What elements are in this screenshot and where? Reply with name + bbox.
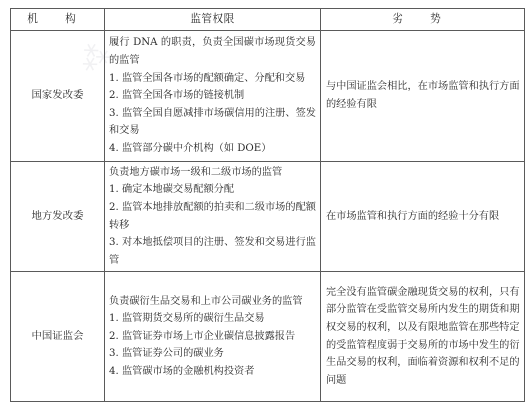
authority-item: 3. 对本地抵偿项目的注册、签发和交易进行监管 [109,237,316,266]
disadvantage-cell: 在市场监管和执行方面的经验十分有限 [321,162,525,272]
header-organization: 机 构 [11,9,105,31]
disadvantage-cell: 与中国证监会相比，在市场监管和执行方面的经验有限 [321,31,525,162]
organization-cell: 地方发改委 [11,162,105,272]
authority-item: 1. 监管期货交易所的碳衍生品交易 [109,313,265,325]
disadvantage-cell: 完全没有监管碳金融现货交易的权利，只有部分监管在受监管交易所内发生的期货和期权交易的权利，以及有限地监管在那些特定的受监管程度弱于交易所的市场中发生的衍生品交易的权利，面临着资源和权利不足的问题 [321,272,525,402]
authority-item: 4. 监管碳市场的金融机构投资者 [109,365,255,377]
authority-item: 4. 监管部分碳中介机构（如 DOE） [109,142,272,154]
watermark: ⁂ [73,35,117,80]
authority-cell [105,162,321,272]
authority-item: 2. 监管全国各市场的链接机制 [109,90,245,102]
authority-item: 1. 确定本地碳交易配额分配 [109,184,235,196]
authority-cell [105,31,321,162]
header-row [11,9,525,31]
table-row [11,272,525,402]
header-authority: 监管权限 [105,9,321,31]
organization-cell: 国家发改委 [11,31,105,162]
authority-item: 3. 监管证券公司的碳业务 [109,348,224,360]
authority-item: 3. 监管全国自愿减排市场碳信用的注册、签发和交易 [109,107,316,137]
authority-item: 2. 监管本地排放配额的拍卖和二级市场的配额转移 [109,201,316,231]
organization-cell: 中国证监会 [11,272,105,402]
regulator-comparison-table [10,8,525,402]
authority-intro: 负责碳衍生品交易和上市公司碳业务的监管 [109,295,303,307]
authority-intro: 履行 DNA 的职责，负责全国碳市场现货交易的监管 [109,37,316,67]
authority-item: 2. 监管证券市场上市企业碳信息披露报告 [109,330,296,342]
authority-item: 1. 监管全国各市场的配额确定、分配和交易 [109,72,306,84]
authority-intro: 负责地方碳市场一级和二级市场的监管 [109,166,283,178]
header-disadvantage: 劣 势 [321,9,525,31]
table-row [11,31,525,162]
authority-cell [105,272,321,402]
table-row [11,162,525,272]
